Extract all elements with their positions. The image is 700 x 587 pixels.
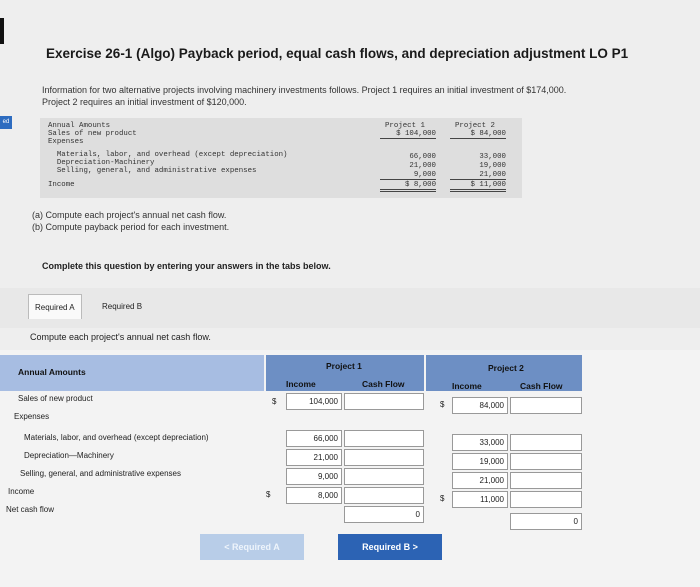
amounts-row-label: Selling, general, and administrative expenses (48, 167, 257, 175)
exercise-title: Exercise 26-1 (Algo) Payback period, equal cash flows, and depreciation adjustment LO P1 (46, 46, 629, 61)
row-label-depreciation: Depreciation—Machinery (24, 451, 114, 460)
amounts-project2-header: Project 2 (455, 122, 495, 130)
p2-sales-input[interactable]: 84,000 (452, 397, 508, 414)
header-project1: Project 1 (326, 361, 362, 371)
p2-materials-input[interactable]: 33,000 (452, 434, 508, 451)
tab-instruction: Compute each project's annual net cash flow. (30, 332, 211, 342)
p2-selling-cash-flow-input[interactable] (510, 472, 582, 489)
dollar-sign: $ (266, 490, 271, 499)
tab-required-b[interactable]: Required B (102, 302, 143, 311)
amounts-row-p2: $ 11,000 (450, 181, 506, 192)
p1-sales-cash-flow-input[interactable] (344, 393, 424, 410)
header-p2-cash-flow: Cash Flow (520, 381, 563, 391)
header-p2-income: Income (452, 381, 482, 391)
p2-depreciation-cash-flow-input[interactable] (510, 453, 582, 470)
row-label-sales: Sales of new product (18, 394, 93, 403)
amounts-row-p1: 66,000 (409, 153, 436, 161)
amounts-row-p2: 19,000 (479, 162, 506, 170)
row-label-materials: Materials, labor, and overhead (except depreciation) (24, 433, 209, 442)
p1-materials-input[interactable]: 66,000 (286, 430, 342, 447)
amounts-row-p1: $ 8,000 (380, 181, 436, 192)
intro-line-1: Information for two alternative projects involving machinery investments follows. Project 1 requires an initial investment of $174,000. (42, 85, 567, 95)
p2-sales-cash-flow-input[interactable] (510, 397, 582, 414)
amounts-row-label: Depreciation-Machinery (48, 159, 155, 167)
exercise-intro (42, 84, 692, 108)
p2-net-cash-flow-input[interactable]: 0 (510, 513, 582, 530)
p2-selling-input[interactable]: 21,000 (452, 472, 508, 489)
dollar-sign: $ (440, 494, 445, 503)
next-required-b-button[interactable]: Required B > (338, 534, 442, 560)
amounts-row-label: Sales of new product (48, 130, 137, 138)
questions (32, 209, 229, 233)
page-edge-mark (0, 18, 4, 44)
dollar-sign: $ (272, 397, 277, 406)
p1-sales-input[interactable]: 104,000 (286, 393, 342, 410)
p1-income-input[interactable]: 8,000 (286, 487, 342, 504)
amounts-row-p2: 21,000 (450, 171, 506, 180)
amounts-row-label: Expenses (48, 138, 84, 146)
header-p1-cash-flow: Cash Flow (362, 379, 405, 389)
p1-depreciation-input[interactable]: 21,000 (286, 449, 342, 466)
amounts-row-p1: 21,000 (409, 162, 436, 170)
p2-income-input[interactable]: 11,000 (452, 491, 508, 508)
p1-net-cash-flow-input[interactable]: 0 (344, 506, 424, 523)
p1-income-cash-flow-input[interactable] (344, 487, 424, 504)
amounts-row-p2: 33,000 (479, 153, 506, 161)
side-tab[interactable]: ed (0, 116, 12, 129)
p1-depreciation-cash-flow-input[interactable] (344, 449, 424, 466)
amounts-row-p1: $ 104,000 (380, 130, 436, 139)
p1-materials-cash-flow-input[interactable] (344, 430, 424, 447)
p2-depreciation-input[interactable]: 19,000 (452, 453, 508, 470)
prev-required-a-button[interactable]: < Required A (200, 534, 304, 560)
row-label-net-cash-flow: Net cash flow (6, 505, 55, 514)
header-p1-income: Income (286, 379, 316, 389)
header-project2: Project 2 (488, 363, 524, 373)
amounts-project1-header: Project 1 (385, 122, 425, 130)
amounts-header: Annual Amounts (48, 122, 111, 130)
p2-materials-cash-flow-input[interactable] (510, 434, 582, 451)
complete-instruction: Complete this question by entering your answers in the tabs below. (42, 261, 331, 271)
tab-required-a[interactable]: Required A (28, 294, 82, 319)
p1-selling-cash-flow-input[interactable] (344, 468, 424, 485)
amounts-row-label: Materials, labor, and overhead (except depreciation) (48, 151, 288, 159)
row-label-expenses: Expenses (14, 412, 50, 421)
annual-amounts-table (40, 118, 522, 198)
row-label-selling: Selling, general, and administrative expenses (20, 469, 181, 478)
question-a: (a) Compute each project's annual net cash flow. (32, 210, 227, 220)
p1-selling-input[interactable]: 9,000 (286, 468, 342, 485)
row-label-income: Income (8, 487, 35, 496)
amounts-row-label: Income (48, 181, 75, 189)
question-b: (b) Compute payback period for each investment. (32, 222, 230, 232)
p2-income-cash-flow-input[interactable] (510, 491, 582, 508)
intro-line-2: Project 2 requires an initial investment of $120,000. (42, 97, 247, 107)
header-annual-amounts: Annual Amounts (18, 367, 86, 377)
amounts-row-p1: 9,000 (380, 171, 436, 180)
amounts-row-p2: $ 84,000 (450, 130, 506, 139)
dollar-sign: $ (440, 400, 445, 409)
